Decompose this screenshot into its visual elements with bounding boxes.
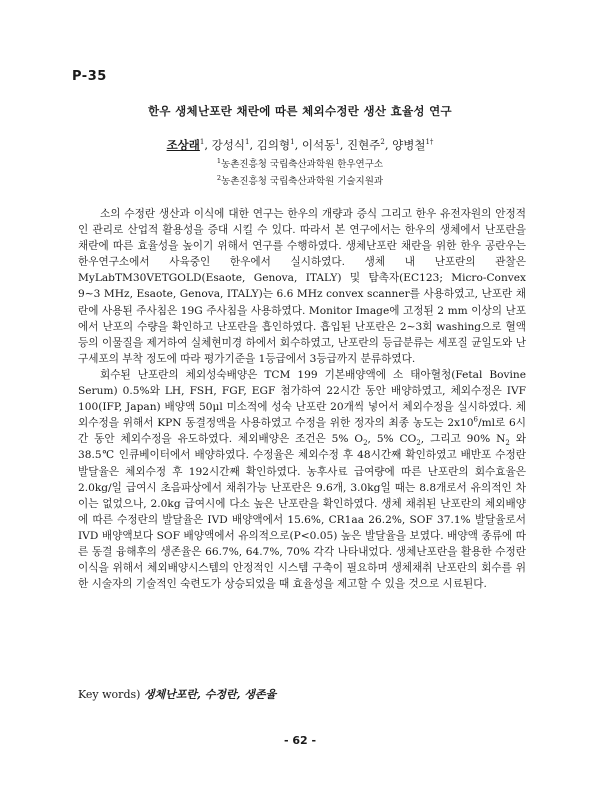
affiliation-marker: 2 bbox=[380, 138, 385, 147]
text-run: /ml로 6시간 동안 체외수정을 유도하였다. 체외배양은 조건은 5% O bbox=[78, 417, 527, 446]
author-name: , 진현주 bbox=[339, 138, 381, 152]
keywords bbox=[78, 686, 276, 702]
author-name: , 강성식 bbox=[204, 138, 246, 152]
text-run: 와 38.5℃ 인큐베이터에서 배양하였다. 수정율은 체외수정 후 48시간째 확인하였고 배반포 수정란 발달율은 체외수정 후 192시간째 확인하였다. 농후사료 급여량에 따른 난포란의 회수효율은 2.0kg/일 급여시 초음파상에서 채취가능 난포란은 9.6개, 3.0kg일 때는 8.8개로서 유의적인 차이는 없었으나, 2.0kg 급여시에 다소 높은 난포란을 확인하였다. 생체 채취된 난포란의 체외배양에 따른 수정란의 발달율은 IVD 배양액에서 15.6%, CR1aa 26.2%, SOF 37.1% 발달율로서 IVD 배양액보다 SOF 배양액에서 유의적으로(P<0.05) 높은 발달율을 보였다. 배양액 종류에 따른 동결 융해후의 생존율은 66.7%, 64.7%, 70% 각각 나타내었다. 생체난포란을 활용한 수정란이식을 위해서 체외배양시스템의 안정적인 시스템 구축이 필요하며 생체채취 난포란의 회수를 위한 시술자의 기술적인 숙련도가 상승되었을 때 효율성을 제고할 수 있을 것으로 시료된다. bbox=[78, 433, 526, 591]
affiliation-text: 농촌진흥청 국립축산과학원 기술지원과 bbox=[221, 176, 384, 187]
affiliation-number: 1 bbox=[216, 156, 222, 165]
keywords-label: Key words) bbox=[78, 688, 144, 701]
first-author: 조상래 bbox=[166, 138, 200, 152]
affiliation-number: 2 bbox=[216, 173, 222, 182]
abstract-body bbox=[78, 206, 526, 592]
author-name: , 김의형 bbox=[249, 138, 291, 152]
affiliation-marker: 1 bbox=[199, 138, 205, 147]
page-number: - 62 - bbox=[283, 734, 317, 747]
text-run: 회수된 난포란의 체외성숙배양은 TCM 199 기본배양액에 소 태아혈청(Fetal Bovine Serum) 0.5%와 LH, FSH, FGF, EGF 첨가하여 22시간 동안 배양하였고, 체외수정은 IVF 100(IFP, Japan) 배양액 50μl 미소적에 성숙 난포란 20개씩 넣어서 체외수정을 실시하였다. 체외수정을 위해서 KPN 동결정액을 사용하였고 수정을 위한 정자의 최종 농도는 2x10 bbox=[78, 368, 526, 430]
affiliation-marker: 1 bbox=[290, 138, 295, 147]
affiliation-marker: 1 bbox=[245, 138, 250, 147]
affiliation-2 bbox=[0, 173, 600, 187]
superscript: 6 bbox=[473, 415, 478, 424]
abstract-paragraph-2 bbox=[78, 367, 526, 592]
corresponding-marker: 1† bbox=[425, 138, 434, 147]
subscript: 2 bbox=[363, 439, 368, 448]
affiliation-marker: 1 bbox=[335, 138, 340, 147]
subscript: 2 bbox=[416, 439, 421, 448]
text-run: , 그리고 90% N bbox=[420, 433, 506, 446]
subscript: 2 bbox=[505, 439, 510, 448]
paper-title: 한우 생체난포란 채란에 따른 체외수정란 생산 효율성 연구 bbox=[148, 104, 452, 118]
session-code: P-35 bbox=[72, 69, 107, 84]
abstract-paragraph-1: 소의 수정란 생산과 이식에 대한 연구는 한우의 개량과 증식 그리고 한우 유전자원의 안정적인 관리로 산업적 활용성을 증대 시킬 수 있다. 따라서 본 연구에서는 한우의 생체에서 난포란을 채란에 따른 효율성을 높이기 위해서 연구를 수행하였다. 생체난포란 채란을 위한 한우 공란우는 한우연구소에서 사육중인 한우에서 실시하였다. 생체 내 난포란의 관찰은 MyLabTM30VETGOLD(Esaote, Genova, ITALY) 및 탐촉자(EC123; Micro-Convex 9∼3 MHz, Esaote, Genova, ITALY)는 6.6 MHz convex scanner를 사용하였고, 난포란 채란에 사용된 주사침은 19G 주사침을 사용하였다. Monitor Image에 고정된 2 mm 이상의 난포에서 난포의 수량을 확인하고 난포란을 흡인하였다. 흡입된 난포란은 2∼3회 washing으로 혈액 등의 이물질을 제거하여 실체현미경 하에서 회수하였고, 난포란의 등급분류는 세포질 균일도와 난구세포의 부착 정도에 따라 평가기준을 1등급에서 3등급까지 분류하였다. bbox=[78, 208, 526, 365]
author-list bbox=[0, 137, 600, 153]
author-name: , 양병철 bbox=[384, 138, 426, 152]
keywords-terms: 생체난포란, 수정란, 생존율 bbox=[143, 688, 277, 701]
author-name: , 이석동 bbox=[294, 138, 336, 152]
affiliation-text: 농촌진흥청 국립축산과학원 한우연구소 bbox=[221, 159, 384, 170]
text-run: , 5% CO bbox=[367, 433, 417, 446]
affiliation-1 bbox=[0, 156, 600, 170]
